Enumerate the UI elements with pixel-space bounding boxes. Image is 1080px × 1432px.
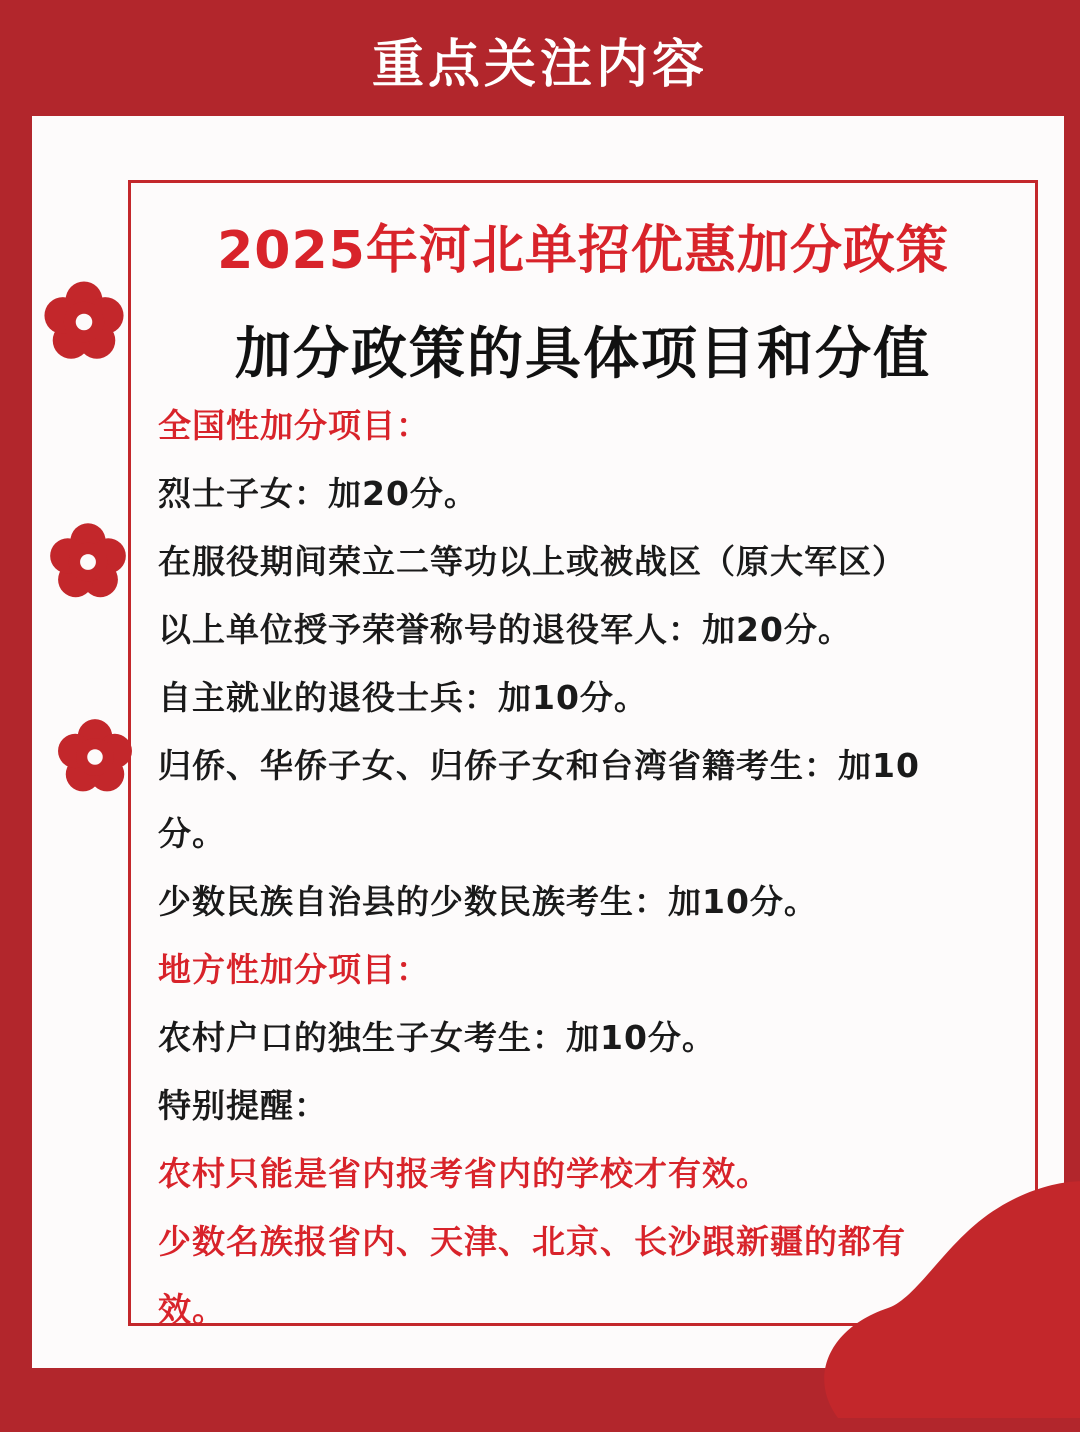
policy-line: 特别提醒：	[158, 1086, 328, 1125]
policy-line: 地方性加分项目：	[158, 950, 430, 989]
policy-line: 效。	[158, 1290, 226, 1329]
policy-line: 农村只能是省内报考省内的学校才有效。	[158, 1154, 770, 1193]
policy-line: 归侨、华侨子女、归侨子女和台湾省籍考生：加10	[158, 746, 920, 785]
policy-line: 农村户口的独生子女考生：加10分。	[158, 1018, 716, 1057]
policy-line: 在服役期间荣立二等功以上或被战区（原大军区）	[158, 542, 906, 581]
plum-blossom-icon	[52, 714, 138, 800]
card-title-red: 2025年河北单招优惠加分政策	[217, 221, 949, 281]
policy-line: 烈士子女：加20分。	[158, 474, 478, 513]
policy-line: 分。	[158, 814, 226, 853]
plum-blossom-icon	[44, 518, 132, 606]
policy-line: 少数名族报省内、天津、北京、长沙跟新疆的都有	[158, 1222, 906, 1261]
plum-blossom-icon	[38, 276, 130, 368]
policy-line: 自主就业的退役士兵：加10分。	[158, 678, 648, 717]
banner-title: 重点关注内容	[371, 35, 708, 95]
card-title-black: 加分政策的具体项目和分值	[235, 322, 931, 387]
policy-line: 全国性加分项目：	[158, 406, 430, 445]
policy-line: 少数民族自治县的少数民族考生：加10分。	[158, 882, 818, 921]
policy-content	[158, 392, 1018, 1344]
policy-line: 以上单位授予荣誉称号的退役军人：加20分。	[158, 610, 852, 649]
